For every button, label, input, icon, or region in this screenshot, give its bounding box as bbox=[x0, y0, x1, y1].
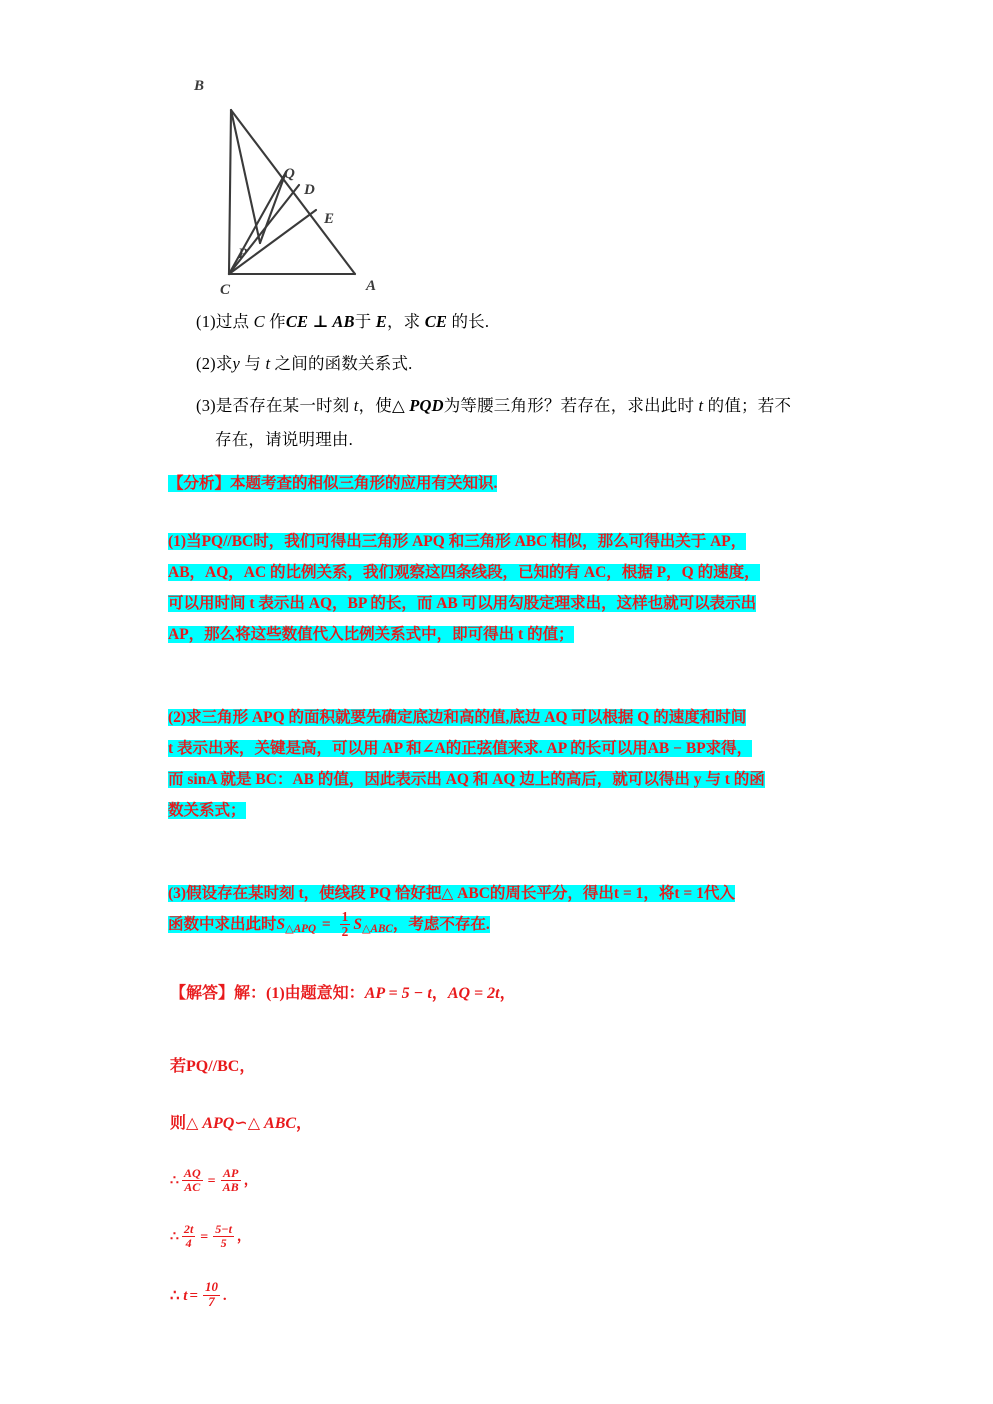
solution-equation-1 bbox=[170, 1168, 258, 1195]
question-2-var-t: t bbox=[265, 354, 271, 373]
analysis-block-2-line-3: 而 sinA 就是 BC：AB 的值，因此表示出 AQ 和 AQ 边上的高后，就可以得出 y 与 t 的函 bbox=[168, 771, 765, 788]
question-1-mid1: 作 bbox=[264, 312, 286, 331]
analysis-block-3-fraction bbox=[340, 910, 351, 940]
solution-triangle-apq: APQ bbox=[202, 1115, 235, 1132]
equation-3-therefore: ∴ bbox=[170, 1287, 180, 1304]
solution-aq-equation: AQ = 2t bbox=[447, 985, 500, 1002]
analysis-block-1-line-2: AB，AQ，AC 的比例关系，我们观察这四条线段，已知的有 AC，根据 P，Q 的速度， bbox=[168, 564, 760, 581]
analysis-block-3-frac-den: 2 bbox=[341, 923, 349, 939]
question-3-triangle-pqd: PQD bbox=[409, 396, 444, 415]
question-1-ce: CE bbox=[424, 312, 448, 331]
equation-2-therefore: ∴ bbox=[170, 1229, 179, 1245]
question-3-mid3: 的值；若不 bbox=[703, 396, 792, 415]
question-3-prefix: (3)是否存在某一时刻 bbox=[196, 396, 354, 415]
equation-3-equals: = bbox=[189, 1287, 199, 1304]
analysis-heading-label: 【分析】 bbox=[168, 475, 231, 492]
solution-equation-3 bbox=[170, 1282, 227, 1311]
question-1-ce-perp-ab: CE ⊥ AB bbox=[285, 312, 355, 331]
analysis-block-2 bbox=[168, 702, 836, 826]
question-2 bbox=[196, 352, 412, 377]
question-1-point-c: C bbox=[253, 312, 265, 331]
equation-3-num: 10 bbox=[205, 1280, 218, 1294]
equation-3-den: 7 bbox=[208, 1294, 215, 1309]
analysis-block-2-line-4: 数关系式； bbox=[168, 802, 246, 819]
label-c: C bbox=[220, 282, 231, 298]
equation-3-trail: . bbox=[222, 1287, 227, 1304]
solution-line-3 bbox=[170, 1110, 312, 1133]
solution-comma-1: ， bbox=[431, 985, 448, 1002]
equation-2-trail: ， bbox=[236, 1229, 251, 1245]
equation-1-rhs-den: AB bbox=[222, 1180, 239, 1194]
question-1-prefix: (1)过点 bbox=[196, 312, 254, 331]
analysis-block-2-line-1: (2)求三角形 APQ 的面积就要先确定底边和高的值,底边 AQ 可以根据 Q 的速度和时间 bbox=[168, 709, 747, 726]
solution-ap-equation: AP = 5 − t bbox=[364, 985, 432, 1002]
question-3 bbox=[196, 394, 836, 419]
geometry-figure-svg bbox=[176, 68, 416, 308]
equation-2-lhs-num: 2t bbox=[183, 1222, 194, 1236]
equation-1-lhs-den: AC bbox=[184, 1180, 201, 1194]
label-d: D bbox=[304, 182, 315, 198]
solution-equation-2 bbox=[170, 1224, 251, 1251]
question-2-end: 之间的函数关系式. bbox=[270, 354, 413, 373]
equation-2-rhs-fraction bbox=[213, 1223, 234, 1250]
equation-3-fraction bbox=[203, 1281, 220, 1310]
question-2-var-y: y bbox=[232, 354, 241, 373]
equation-1-rhs-num: AP bbox=[222, 1166, 239, 1180]
analysis-block-2-line-2: t 表示出来，关键是高，可以用 AP 和∠A的正弦值来求. AP 的长可以用AB − BP求得， bbox=[168, 740, 753, 757]
analysis-block-3-end: ，考虑不存在. bbox=[392, 916, 490, 933]
question-1-end: 的长. bbox=[447, 312, 490, 331]
question-1 bbox=[196, 310, 489, 335]
analysis-block-3-equals: = bbox=[318, 916, 335, 933]
equation-1-lhs-num: AQ bbox=[183, 1166, 201, 1180]
analysis-block-3-sub2: △ABC bbox=[361, 922, 393, 935]
equation-1-trail: ， bbox=[243, 1173, 258, 1189]
question-1-point-e: E bbox=[375, 312, 387, 331]
solution-comma-2: ， bbox=[499, 985, 516, 1002]
figure-lines bbox=[229, 110, 355, 274]
solution-heading-rest: 解：(1)由题意知： bbox=[234, 985, 365, 1002]
label-e: E bbox=[324, 211, 335, 227]
question-1-mid2: 于 bbox=[354, 312, 376, 331]
equation-2-rhs-den: 5 bbox=[220, 1236, 227, 1250]
analysis-block-3-s2: S bbox=[353, 916, 362, 933]
analysis-block-3-sub1: △APQ bbox=[285, 922, 317, 935]
label-q: Q bbox=[284, 166, 295, 182]
equation-1-equals: = bbox=[207, 1173, 216, 1189]
analysis-block-1-line-1: (1)当PQ//BC时，我们可得出三角形 APQ 和三角形 ABC 相似，那么可得出关于 AP， bbox=[168, 533, 747, 550]
analysis-block-3-frac-num: 1 bbox=[341, 908, 349, 924]
analysis-block-3 bbox=[168, 878, 836, 945]
question-3-var-t1: t bbox=[353, 396, 359, 415]
analysis-heading bbox=[168, 468, 836, 499]
solution-heading-label: 【解答】 bbox=[170, 985, 235, 1002]
equation-1-lhs-fraction bbox=[182, 1167, 203, 1194]
equation-2-lhs-fraction bbox=[182, 1223, 195, 1250]
equation-3-var-t: t bbox=[183, 1287, 188, 1304]
solution-line-2: 若PQ//BC， bbox=[170, 1058, 256, 1075]
question-3-mid2: 为等腰三角形？若存在，求出此时 bbox=[443, 396, 699, 415]
equation-1-rhs-fraction bbox=[221, 1167, 241, 1194]
analysis-heading-text: 本题考查的相似三角形的应用有关知识. bbox=[230, 475, 498, 492]
segment-bc bbox=[229, 110, 231, 274]
solution-line-3-end: ， bbox=[296, 1115, 313, 1132]
equation-1-therefore: ∴ bbox=[170, 1173, 179, 1189]
analysis-block-1-line-4: AP，那么将这些数值代入比例关系式中，即可得出 t 的值； bbox=[168, 626, 574, 643]
equation-2-rhs-num: 5−t bbox=[215, 1222, 232, 1236]
question-3-line2: 存在，请说明理由. bbox=[215, 430, 353, 449]
analysis-block-1 bbox=[168, 526, 836, 650]
analysis-block-3-line-1: (3)假设存在某时刻 t，使线段 PQ 恰好把△ ABC的周长平分，得出t = 1，将t = 1代入 bbox=[168, 885, 735, 902]
solution-triangle-abc: ABC bbox=[264, 1115, 297, 1132]
solution-heading bbox=[170, 980, 516, 1003]
solution-similar-symbol: ∽△ bbox=[234, 1115, 265, 1132]
question-3-mid1: ，使△ bbox=[358, 396, 410, 415]
analysis-block-3-prefix: 函数中求出此时 bbox=[168, 916, 277, 933]
analysis-block-1-line-3: 可以用时间 t 表示出 AQ，BP 的长，而 AB 可以用勾股定理求出，这样也就可以表示出 bbox=[168, 595, 757, 612]
question-2-mid: 与 bbox=[240, 354, 266, 373]
solution-line-3-prefix: 则△ bbox=[170, 1115, 203, 1132]
analysis-block-3-s1: S bbox=[276, 916, 286, 933]
question-2-prefix: (2)求 bbox=[196, 354, 233, 373]
question-3-var-t2: t bbox=[698, 396, 704, 415]
equation-2-equals: = bbox=[200, 1229, 209, 1245]
analysis-block-3-line-2 bbox=[168, 908, 490, 939]
label-p: P bbox=[238, 246, 248, 262]
label-b: B bbox=[194, 78, 205, 94]
question-1-mid3: ，求 bbox=[386, 312, 425, 331]
geometry-figure bbox=[176, 68, 416, 298]
label-a: A bbox=[366, 278, 377, 294]
equation-2-lhs-den: 4 bbox=[185, 1236, 192, 1250]
